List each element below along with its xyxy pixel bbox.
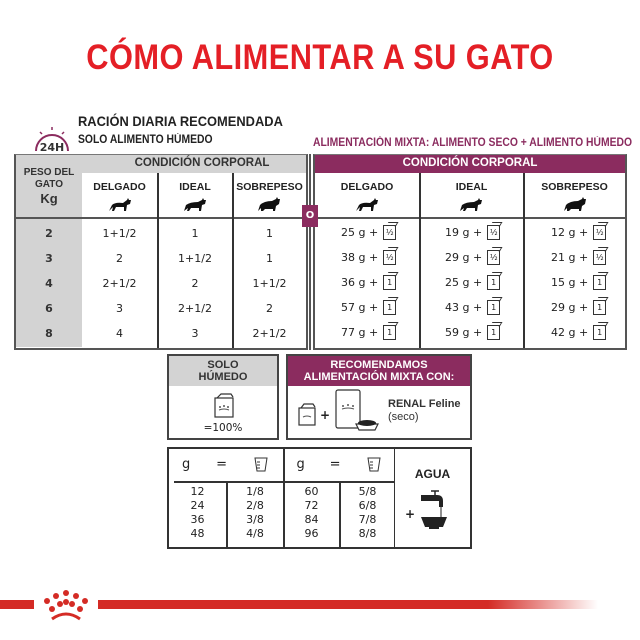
dose-cell: 25 g + 1	[445, 275, 500, 290]
conv-header-2: g =	[284, 449, 394, 479]
conv-grams-col-1: 12 24 36 48	[190, 485, 205, 540]
col-ideal: IDEAL	[179, 181, 211, 193]
mixta-recommend-box	[286, 354, 472, 440]
dose-cell: 59 g + 1	[445, 325, 500, 340]
dose-cell: 57 g + 1	[341, 300, 396, 315]
measuring-cup-icon	[253, 456, 269, 472]
cat-thin-icon	[107, 197, 133, 213]
peso-3: 3	[45, 252, 53, 265]
pouch-icon: ½	[593, 250, 606, 265]
cell: 2	[116, 252, 123, 265]
cat-ideal-icon	[182, 197, 208, 213]
cell: 1+1/2	[102, 227, 137, 240]
percentage-100: =100%	[203, 422, 243, 434]
pouch-icon: 1	[487, 325, 500, 340]
condicion-header-mixta: CONDICIÓN CORPORAL	[402, 157, 538, 169]
dose-cell: 42 g + 1	[551, 325, 606, 340]
peso-4: 4	[45, 277, 53, 290]
peso-6: 6	[45, 302, 53, 315]
dry-food-bag-icon	[332, 388, 380, 432]
or-badge: O	[302, 205, 318, 227]
page-title: CÓMO ALIMENTAR A SU GATO	[86, 38, 554, 77]
solo-humedo-box	[167, 354, 279, 440]
peso-8: 8	[45, 327, 53, 340]
pouch-icon: ½	[487, 225, 500, 240]
dose-cell: 38 g + ½	[341, 250, 396, 265]
measuring-cup-icon	[366, 456, 382, 472]
cell: 3	[191, 327, 199, 340]
peso-column	[16, 155, 82, 347]
racion-heading: RACIÓN DIARIA RECOMENDADA	[78, 113, 283, 129]
cell: 1	[266, 227, 273, 240]
wet-pouch-icon	[213, 392, 235, 418]
dose-cell: 15 g + 1	[551, 275, 606, 290]
mixta-recommend-title: RECOMENDAMOS ALIMENTACIÓN MIXTA CON:	[288, 356, 470, 386]
pouch-icon: ½	[383, 250, 396, 265]
col-ideal: IDEAL	[455, 181, 488, 193]
agua-label: AGUA	[414, 467, 451, 481]
pouch-icon: 1	[593, 325, 606, 340]
dose-cell: 12 g + ½	[551, 225, 606, 240]
pouch-icon: 1	[487, 300, 500, 315]
plus-sign: +	[320, 408, 331, 422]
cell: 1	[266, 252, 273, 265]
col-sobrepeso: SOBREPESO	[236, 181, 303, 193]
footer-bar-left	[0, 600, 34, 609]
conv-header-1: g =	[169, 449, 282, 479]
royal-canin-crown-icon	[38, 589, 94, 625]
cat-thin-icon	[354, 197, 380, 213]
peso-label: PESO DEL GATO Kg	[23, 167, 75, 206]
cat-ideal-icon	[458, 197, 484, 213]
condicion-header: CONDICIÓN CORPORAL	[134, 157, 270, 169]
pouch-icon: ½	[593, 225, 606, 240]
conv-grams-col-2: 60 72 84 96	[304, 485, 319, 540]
plus-sign: +	[405, 507, 416, 521]
col-delgado: DELGADO	[340, 181, 394, 193]
wet-pouch-icon	[298, 402, 316, 426]
cell: 2+1/2	[178, 302, 212, 315]
cell: 1	[191, 227, 199, 240]
renal-feline-product: RENAL Feline (seco)	[388, 398, 461, 423]
water-tap-bowl-icon	[417, 489, 449, 533]
cell: 1+1/2	[252, 277, 287, 290]
peso-2: 2	[45, 227, 53, 240]
pouch-icon: 1	[487, 275, 500, 290]
dose-cell: 21 g + ½	[551, 250, 606, 265]
cat-overweight-icon	[256, 197, 282, 213]
pouch-icon: 1	[383, 325, 396, 340]
cell: 1+1/2	[178, 252, 212, 265]
mixta-heading: ALIMENTACIÓN MIXTA: ALIMENTO SECO + ALIMENTO HÚMEDO	[313, 137, 633, 149]
cell: 2+1/2	[252, 327, 287, 340]
pouch-icon: ½	[487, 250, 500, 265]
dose-cell: 29 g + ½	[445, 250, 500, 265]
cell: 2	[191, 277, 199, 290]
dose-cell: 19 g + ½	[445, 225, 500, 240]
pouch-icon: 1	[593, 275, 606, 290]
cell: 2	[266, 302, 273, 315]
cell: 3	[116, 302, 123, 315]
pouch-icon: 1	[383, 275, 396, 290]
water-section	[394, 449, 470, 547]
dose-cell: 77 g + 1	[341, 325, 396, 340]
cell: 2+1/2	[102, 277, 137, 290]
cell: 4	[116, 327, 123, 340]
solo-humedo-heading: SOLO ALIMENTO HÚMEDO	[78, 134, 213, 146]
solo-humedo-title: SOLO HÚMEDO	[169, 356, 277, 386]
dose-cell: 43 g + 1	[445, 300, 500, 315]
conv-cups-col-1: 1/8 2/8 3/8 4/8	[246, 485, 264, 540]
pouch-icon: 1	[383, 300, 396, 315]
dose-cell: 36 g + 1	[341, 275, 396, 290]
dose-cell: 25 g + ½	[341, 225, 396, 240]
wet-only-table	[14, 154, 308, 350]
conv-cups-col-2: 5/8 6/8 7/8 8/8	[358, 485, 377, 540]
pouch-icon: 1	[593, 300, 606, 315]
footer-bar-right	[98, 600, 598, 609]
mixed-feeding-table	[313, 154, 627, 350]
clock-24h-icon	[30, 121, 74, 157]
conversion-table	[167, 447, 472, 549]
svg-text:24H: 24H	[39, 141, 65, 154]
col-sobrepeso: SOBREPESO	[541, 181, 608, 193]
col-delgado: DELGADO	[93, 181, 146, 193]
pouch-icon: ½	[383, 225, 396, 240]
cat-overweight-icon	[562, 197, 588, 213]
dose-cell: 29 g + 1	[551, 300, 606, 315]
